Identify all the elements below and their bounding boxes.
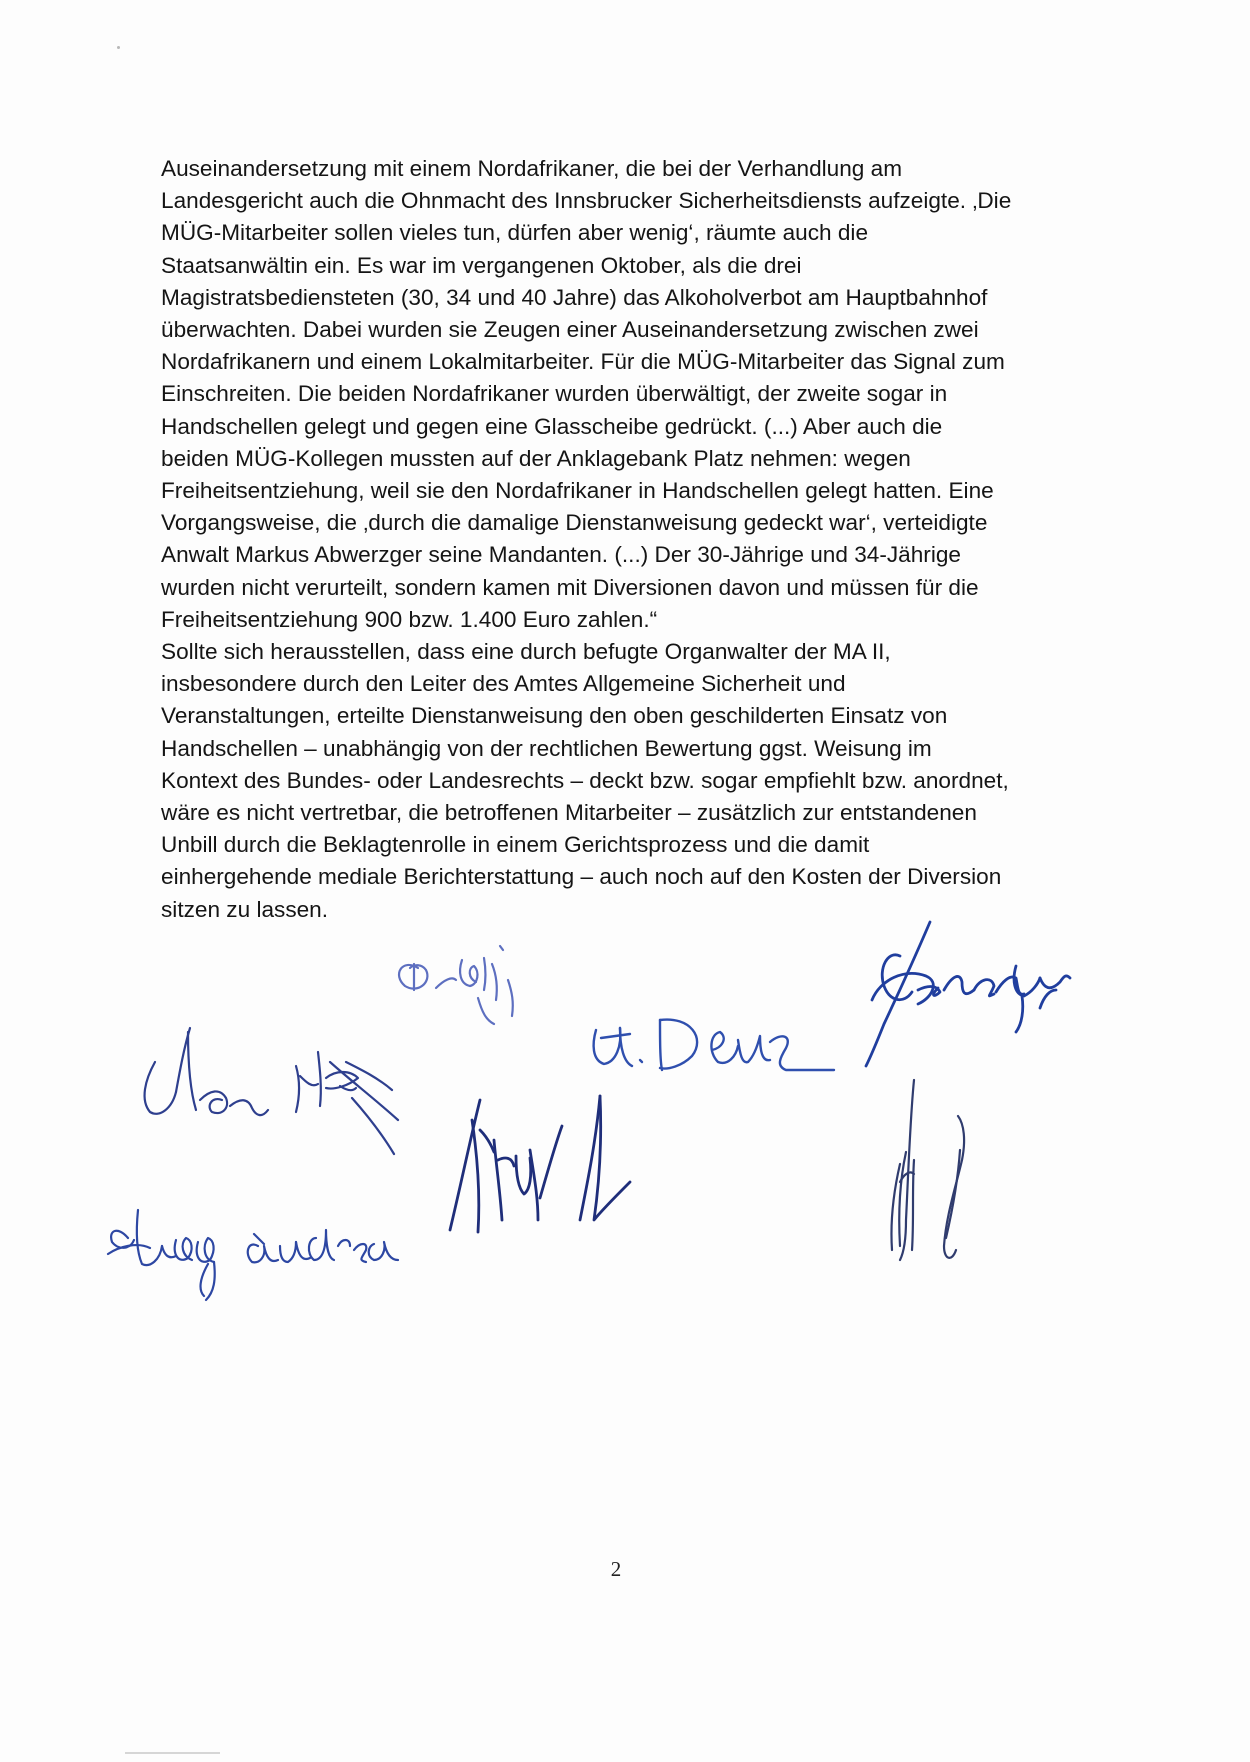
text-line: insbesondere durch den Leiter des Amtes Allgemeine Sicherheit und bbox=[161, 671, 846, 697]
text-line: Kontext des Bundes- oder Landesrechts – deckt bzw. sogar empfiehlt bzw. anordnet, bbox=[161, 767, 1009, 793]
text-line: Unbill durch die Beklagtenrolle in einem Gerichtsprozess und die damit bbox=[161, 832, 870, 858]
text-line: Handschellen gelegt und gegen eine Glasscheibe gedrückt. (...) Aber auch die bbox=[161, 413, 943, 439]
signature-haagg-andrea bbox=[108, 1210, 398, 1300]
text-line: Freiheitsentziehung, weil sie den Nordafrikaner in Handschellen gelegt hatten. Eine bbox=[161, 478, 994, 504]
text-line: sitzen zu lassen. bbox=[161, 896, 329, 922]
text-line: Landesgericht auch die Ohnmacht des Innsbrucker Sicherheitsdiensts aufzeigte. ‚Die bbox=[161, 188, 1012, 214]
page-number: 2 bbox=[610, 1557, 622, 1581]
signature-u-denz bbox=[594, 1020, 834, 1070]
body-text bbox=[161, 153, 1091, 926]
text-line: wäre es nicht vertretbar, die betroffenen Mitarbeiter – zusätzlich zur entstandenen bbox=[161, 800, 977, 826]
text-line: einhergehende mediale Berichterstattung – auch noch auf den Kosten der Diversion bbox=[161, 864, 1002, 890]
scan-edge-mark bbox=[125, 1752, 220, 1754]
signature-area bbox=[0, 920, 1250, 1340]
text-line: Einschreiten. Die beiden Nordafrikaner wurden überwältigt, der zweite sogar in bbox=[161, 381, 948, 407]
text-line: beiden MÜG-Kollegen mussten auf der Anklagebank Platz nehmen: wegen bbox=[161, 445, 911, 471]
text-line: wurden nicht verurteilt, sondern kamen mit Diversionen davon und müssen für die bbox=[161, 574, 979, 600]
text-line: Veranstaltungen, erteilte Dienstanweisung den oben geschilderten Einsatz von bbox=[161, 703, 948, 729]
text-line: Freiheitsentziehung 900 bzw. 1.400 Euro zahlen.“ bbox=[161, 606, 658, 632]
text-line: Handschellen – unabhängig von der rechtlichen Bewertung ggst. Weisung im bbox=[161, 735, 932, 761]
text-line: Vorgangsweise, die ‚durch die damalige Dienstanweisung gedeckt war‘, verteidigte bbox=[161, 510, 988, 536]
text-line: Magistratsbediensteten (30, 34 und 40 Jahre) das Alkoholverbot am Hauptbahnhof bbox=[161, 284, 988, 310]
signature-center bbox=[450, 1096, 630, 1232]
signature-ulrich-wolf bbox=[145, 1028, 398, 1154]
text-line: überwachten. Dabei wurden sie Zeugen einer Auseinandersetzung zwischen zwei bbox=[161, 317, 979, 343]
signature-right-lower bbox=[891, 1080, 964, 1260]
text-line: Anwalt Markus Abwerzger seine Mandanten. (...) Der 30-Jährige und 34-Jährige bbox=[161, 542, 961, 568]
text-line: MÜG-Mitarbeiter sollen vieles tun, dürfen aber wenig‘, räumte auch die bbox=[161, 220, 869, 246]
text-line: Auseinandersetzung mit einem Nordafrikaner, die bei der Verhandlung am bbox=[161, 156, 903, 181]
text-line: Staatsanwältin ein. Es war im vergangenen Oktober, als die drei bbox=[161, 252, 802, 278]
text-line: Sollte sich herausstellen, dass eine durch befugte Organwalter der MA II, bbox=[161, 639, 891, 665]
scan-speck bbox=[117, 46, 120, 49]
signature-dengg bbox=[399, 946, 513, 1024]
text-line: Nordafrikanern und einem Lokalmitarbeiter. Für die MÜG-Mitarbeiter das Signal zum bbox=[161, 349, 1005, 375]
signature-grunendorfer bbox=[866, 922, 1070, 1066]
